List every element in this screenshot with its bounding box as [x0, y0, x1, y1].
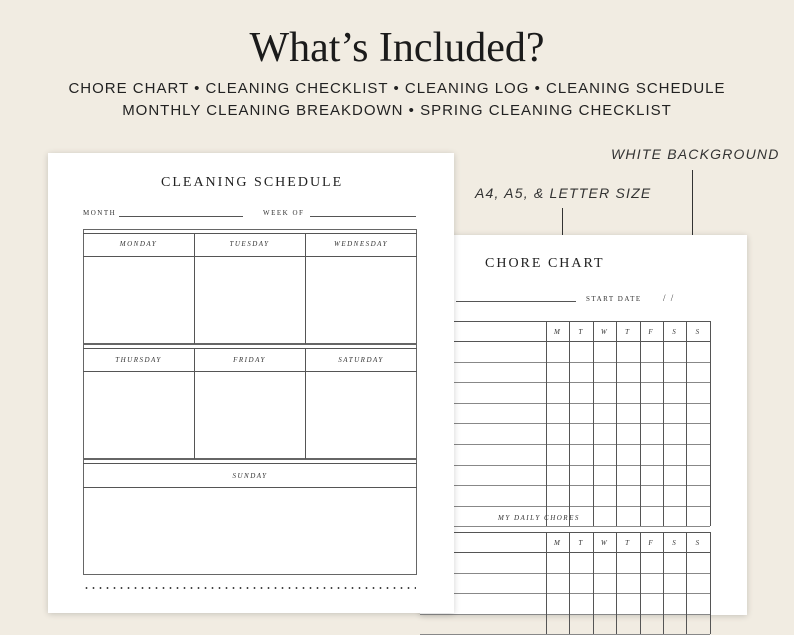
grid-column-rule — [686, 532, 687, 634]
row-1-header-rule — [83, 256, 417, 257]
white-background-note: WHITE BACKGROUND — [611, 146, 780, 162]
day-label-tuesday: TUESDAY — [229, 240, 270, 248]
row-1-divider-b — [305, 233, 306, 344]
dotted-divider — [83, 587, 416, 589]
grid-row-rule — [420, 382, 710, 383]
row-2-divider-a — [194, 348, 195, 459]
cleaning-schedule-title: CLEANING SCHEDULE — [161, 175, 344, 190]
grid-row-rule — [420, 423, 710, 424]
grid-column-rule — [593, 532, 594, 634]
grid-header-rule — [420, 552, 710, 553]
grid-row-rule — [420, 465, 710, 466]
day-letter-header: M — [554, 328, 562, 336]
row-2-divider-b — [305, 348, 306, 459]
day-label-friday: FRIDAY — [233, 356, 266, 364]
day-letter-header: S — [695, 539, 701, 547]
grid-top-rule — [420, 532, 710, 533]
day-letter-header: S — [672, 328, 678, 336]
sunday-top-rule — [83, 463, 417, 464]
row-1-top-rule — [83, 233, 417, 234]
chore-chart-sheet — [420, 235, 747, 615]
day-letter-header: T — [625, 539, 631, 547]
included-list-line-1: CHORE CHART • CLEANING CHECKLIST • CLEANING LOG • CLEANING SCHEDULE — [68, 80, 726, 97]
grid-column-rule — [569, 532, 570, 634]
day-label-thursday: THURSDAY — [115, 356, 162, 364]
day-letter-header: M — [554, 539, 562, 547]
grid-row-rule — [420, 362, 710, 363]
grid-row-rule — [420, 593, 710, 594]
grid-column-rule — [640, 532, 641, 634]
grid-column-rule — [640, 321, 641, 526]
name-line — [456, 301, 576, 302]
day-label-saturday: SATURDAY — [338, 356, 384, 364]
day-letter-header: W — [600, 328, 609, 336]
daily-chores-title: MY DAILY CHORES — [498, 514, 580, 522]
grid-row-rule — [420, 506, 710, 507]
day-letter-header: T — [625, 328, 631, 336]
paper-size-note: A4, A5, & LETTER SIZE — [475, 185, 652, 201]
grid-row-rule — [420, 403, 710, 404]
start-date-label: START DATE — [586, 295, 642, 303]
day-letter-header: T — [578, 539, 584, 547]
day-label-monday: MONDAY — [119, 240, 158, 248]
month-label: MONTH — [83, 209, 117, 217]
row-2-header-rule — [83, 371, 417, 372]
day-letter-header: W — [600, 539, 609, 547]
grid-column-rule — [686, 321, 687, 526]
included-list-line-2: MONTHLY CLEANING BREAKDOWN • SPRING CLEANING CHECKLIST — [122, 102, 672, 119]
grid-column-rule — [569, 321, 570, 526]
grid-column-rule — [616, 321, 617, 526]
grid-column-rule — [663, 321, 664, 526]
start-date-slashes: / / — [663, 293, 675, 303]
grid-column-rule — [710, 532, 711, 634]
grid-column-rule — [616, 532, 617, 634]
chore-chart-title: CHORE CHART — [485, 256, 605, 271]
sunday-header-rule — [83, 487, 417, 488]
grid-top-rule — [420, 321, 710, 322]
grid-row-rule — [420, 573, 710, 574]
week-of-label: WEEK OF — [263, 209, 305, 217]
row-2-top-rule — [83, 348, 417, 349]
grid-column-rule — [546, 532, 547, 634]
week-of-line — [310, 216, 416, 217]
headline-title: What’s Included? — [249, 25, 545, 71]
grid-column-rule — [546, 321, 547, 526]
day-letter-header: T — [578, 328, 584, 336]
grid-column-rule — [663, 532, 664, 634]
day-letter-header: S — [672, 539, 678, 547]
grid-column-rule — [710, 321, 711, 526]
cleaning-schedule-sheet — [48, 153, 454, 613]
day-label-sunday: SUNDAY — [232, 472, 268, 480]
day-letter-header: F — [648, 328, 655, 336]
grid-column-rule — [593, 321, 594, 526]
grid-row-rule — [420, 444, 710, 445]
grid-header-rule — [420, 341, 710, 342]
day-letter-header: S — [695, 328, 701, 336]
grid-row-rule — [420, 526, 710, 527]
grid-row-rule — [420, 614, 710, 615]
day-label-wednesday: WEDNESDAY — [334, 240, 388, 248]
grid-row-rule — [420, 485, 710, 486]
day-letter-header: F — [648, 539, 655, 547]
row-1-divider-a — [194, 233, 195, 344]
month-line — [119, 216, 243, 217]
